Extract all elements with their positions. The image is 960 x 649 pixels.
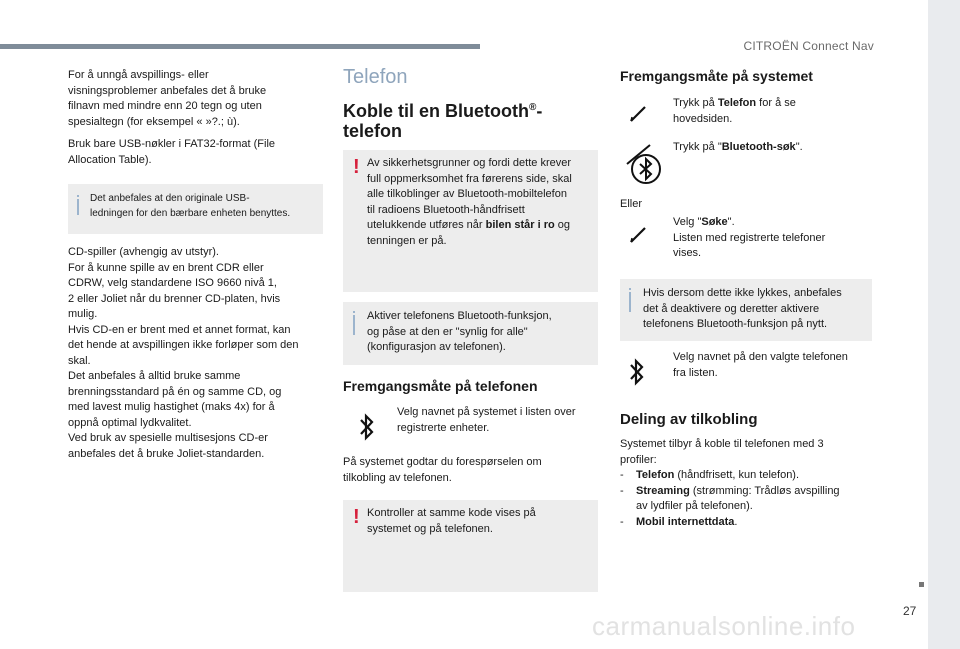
warning-text: Av sikkerhetsgrunner og fordi dette krever full oppmerksomhet fra førerens side, skal alle tilkoblinger av Bluetooth-mobiltelefon til radioens Bluetooth-håndfrisett utelukkende utføres når bilen står i ro og tenningen er på. bbox=[367, 157, 572, 247]
heading-phone-procedure: Fremgangsmåte på telefonen bbox=[343, 378, 538, 394]
bluetooth-icon bbox=[358, 412, 376, 442]
info-box-text: Det anbefales at den originale USB- ledningen for den bærbare enheten benyttes. bbox=[90, 193, 291, 219]
accept-paragraph: På systemet godtar du forespørselen om tilkobling av telefonen. bbox=[343, 456, 542, 484]
sharing-intro: Systemet tilbyr å koble til telefonen med 3 profiler: bbox=[620, 438, 824, 466]
page-marker-square bbox=[919, 582, 924, 587]
profile-list bbox=[620, 468, 875, 530]
list-item: - Telefon (håndfrisett, kun telefon). bbox=[620, 469, 800, 481]
heading-connection-sharing: Deling av tilkobling bbox=[620, 411, 758, 428]
system-step-2: Trykk på "Bluetooth-søk". bbox=[673, 141, 803, 153]
warning-box-safety bbox=[343, 150, 598, 292]
watermark: carmanualsonline.info bbox=[592, 611, 856, 641]
header-title: CITROËN Connect Nav bbox=[743, 39, 874, 53]
system-step-1: Trykk på Telefon for å se hovedsiden. bbox=[673, 97, 796, 125]
info-icon bbox=[629, 288, 631, 290]
main-heading: Koble til en Bluetooth®- telefon bbox=[343, 101, 543, 141]
col1-paragraph-3: CD-spiller (avhengig av utstyr). For å kunne spille av en brent CDR eller CDRW, velg standardene ISO 9660 nivå 1, 2 eller Joliet når du brenner CD-platen, hvis mulig. Hvis CD-en er brent med et annet format, kan det hende at avspillingen ikke forløper som den skal. Det anbefales å alltid bruke samme brenningsstandard på én og samme CD, og med lavest mulig hastighet (maks 4x) for å oppnå optimal lydkvalitet. Ved bruk av spesielle multisesjons CD-er anbefales det å bruke Joliet-standarden. bbox=[68, 246, 299, 460]
warning-icon: ! bbox=[353, 156, 360, 178]
info-box-usb bbox=[68, 184, 323, 234]
info-box-bluetooth bbox=[343, 302, 598, 365]
phone-step-1: Velg navnet på systemet i listen over registrerte enheter. bbox=[397, 406, 576, 434]
info-icon-bar bbox=[629, 292, 631, 312]
info-box-retry bbox=[620, 279, 872, 341]
list-item: - Streaming (strømming: Trådløs avspilling av lydfiler på telefonen). bbox=[620, 484, 840, 512]
top-rule bbox=[0, 44, 480, 49]
info-icon bbox=[353, 311, 355, 313]
or-label: Eller bbox=[620, 198, 643, 210]
info-icon-bar bbox=[77, 199, 79, 215]
info-icon-bar bbox=[353, 315, 355, 335]
bluetooth-search-icon bbox=[624, 142, 666, 194]
col1-paragraph-1: For å unngå avspillings- eller visningsproblemer anbefales det å bruke filnavn med mindre enn 20 tegn og uten spesialtegn (for eksempel « »?.; ù). bbox=[68, 69, 267, 128]
list-item: - Mobil internettdata. bbox=[620, 515, 738, 528]
system-step-3: Velg "Søke". Listen med registrerte telefoner vises. bbox=[673, 216, 826, 259]
page-number: 27 bbox=[903, 604, 917, 618]
heading-system-procedure: Fremgangsmåte på systemet bbox=[620, 68, 813, 84]
warning-icon: ! bbox=[353, 506, 360, 528]
warning-box-code bbox=[343, 500, 598, 592]
section-title: Telefon bbox=[343, 66, 408, 88]
info-box-text: Hvis dersom dette ikke lykkes, anbefales det å deaktivere og deretter aktivere telefonens Bluetooth-funksjon på nytt. bbox=[643, 287, 842, 330]
page-margin-strip bbox=[928, 0, 960, 649]
warning-text: Kontroller at samme kode vises på systemet og på telefonen. bbox=[367, 507, 536, 535]
pencil-icon bbox=[628, 102, 650, 124]
col1-paragraph-2: Bruk bare USB-nøkler i FAT32-format (File Allocation Table). bbox=[68, 138, 276, 166]
info-icon bbox=[77, 195, 79, 197]
system-step-4: Velg navnet på den valgte telefonen fra listen. bbox=[673, 351, 848, 379]
bluetooth-icon bbox=[628, 357, 646, 387]
pencil-icon bbox=[628, 223, 650, 245]
info-box-text: Aktiver telefonens Bluetooth-funksjon, og påse at den er "synlig for alle" (konfigurasjon av telefonen). bbox=[367, 310, 552, 353]
